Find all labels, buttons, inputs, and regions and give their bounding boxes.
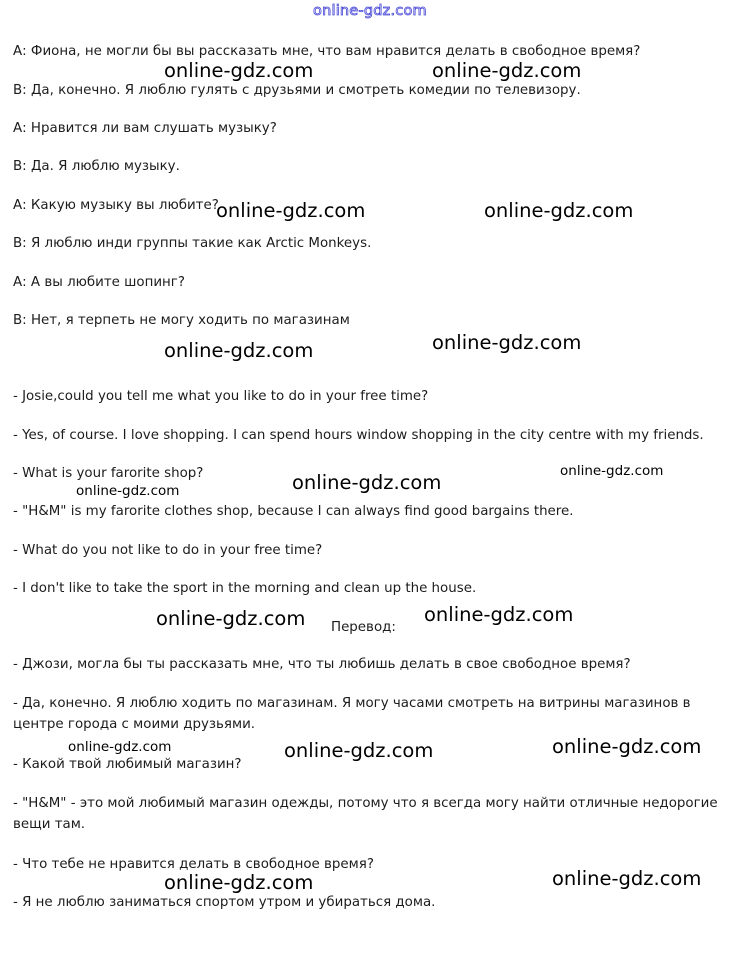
dialogue1-line-3: А: Нравится ли вам слушать музыку?	[13, 121, 277, 136]
translation-line-6: - Я не люблю заниматься спортом утром и убираться дома.	[13, 895, 436, 910]
watermark: online-gdz.com	[432, 59, 582, 82]
dialogue2-line-4: - "H&M" is my farorite clothes shop, because I can always find good bargains there.	[13, 504, 574, 519]
watermark: online-gdz.com	[216, 199, 366, 222]
translation-label: Перевод:	[331, 620, 396, 635]
watermark: online-gdz.com	[552, 735, 702, 758]
watermark: online-gdz.com	[292, 471, 442, 494]
dialogue1-line-8: В: Нет, я терпеть не могу ходить по магазинам	[13, 313, 350, 328]
dialogue1-line-1: А: Фиона, не могли бы вы рассказать мне, что вам нравится делать в свободное время?	[13, 44, 641, 59]
dialogue2-line-2: - Yes, of course. I love shopping. I can spend hours window shopping in the city centre with my friends.	[13, 428, 704, 443]
watermark: online-gdz.com	[432, 331, 582, 354]
translation-line-2: - Да, конечно. Я люблю ходить по магазинам. Я могу часами смотреть на витрины магазинов в центре города с моими друзьями.	[13, 696, 691, 732]
dialogue1-line-2: В: Да, конечно. Я люблю гулять с друзьями и смотреть комедии по телевизору.	[13, 83, 581, 98]
translation-line-5: - Что тебе не нравится делать в свободное время?	[13, 857, 374, 872]
dialogue2-line-6: - I don't like to take the sport in the morning and clean up the house.	[13, 581, 477, 596]
translation-line-3: - Какой твой любимый магазин?	[13, 757, 242, 772]
watermark: online-gdz.com	[164, 339, 314, 362]
watermark: online-gdz.com	[424, 603, 574, 626]
dialogue1-line-5: А: Какую музыку вы любите?	[13, 198, 219, 213]
watermark: online-gdz.com	[156, 607, 306, 630]
dialogue2-line-3: - What is your farorite shop?	[13, 466, 204, 481]
watermark: online-gdz.com	[284, 739, 434, 762]
watermark: online-gdz.com	[552, 867, 702, 890]
watermark: online-gdz.com	[68, 739, 172, 755]
watermark: online-gdz.com	[560, 463, 664, 479]
watermark: online-gdz.com	[164, 871, 314, 894]
dialogue2-line-1: - Josie,could you tell me what you like to do in your free time?	[13, 389, 429, 404]
watermark: online-gdz.com	[76, 483, 180, 499]
dialogue1-line-7: А: А вы любите шопинг?	[13, 275, 185, 290]
header-watermark: online-gdz.com	[313, 3, 427, 19]
watermark: online-gdz.com	[484, 199, 634, 222]
watermark: online-gdz.com	[164, 59, 314, 82]
dialogue1-line-4: В: Да. Я люблю музыку.	[13, 159, 180, 174]
translation-line-1: - Джози, могла бы ты рассказать мне, что ты любишь делать в свое свободное время?	[13, 657, 631, 672]
dialogue2-line-5: - What do you not like to do in your free time?	[13, 543, 323, 558]
translation-line-4: - "H&M" - это мой любимый магазин одежды, потому что я всегда могу найти отличные недорогие вещи там.	[13, 796, 718, 832]
dialogue1-line-6: В: Я люблю инди группы такие как Arctic Monkeys.	[13, 236, 372, 251]
